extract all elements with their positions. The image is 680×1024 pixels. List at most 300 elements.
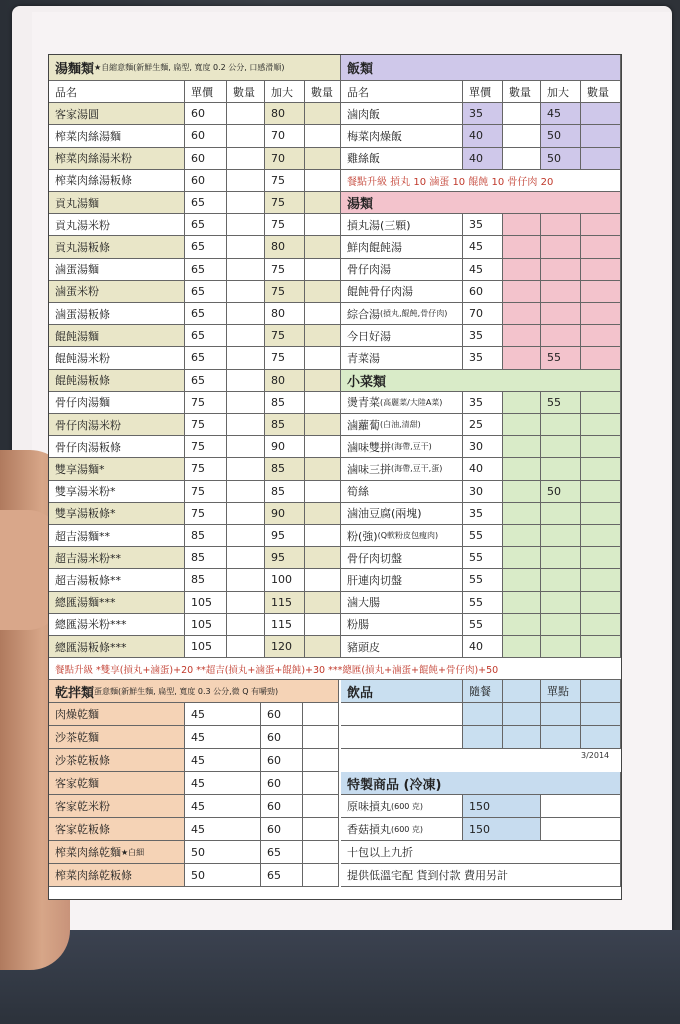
- rice-row: [341, 148, 621, 170]
- side-row: [341, 614, 621, 636]
- dry-item-name: [49, 749, 185, 771]
- soup-price: 70: [463, 303, 503, 324]
- dry-large-qty: [303, 726, 339, 748]
- soup-noodle-item-name: [49, 281, 185, 302]
- soup-noodle-qty: [227, 125, 265, 146]
- soup-noodle-large-qty: [305, 636, 341, 657]
- soup-noodle-item-name: [49, 636, 185, 657]
- rice-price: 40: [463, 125, 503, 146]
- soup-noodle-large: 75: [265, 325, 305, 346]
- soup-noodle-price: 75: [185, 503, 227, 524]
- soup-noodle-item-name-text: 總匯湯米粉***: [55, 618, 127, 632]
- soup-noodle-qty: [227, 281, 265, 302]
- side-row: [341, 592, 621, 614]
- frozen-discount-row: [341, 841, 621, 864]
- dry-title-row: [49, 680, 339, 703]
- soup-noodle-title-row: [49, 55, 341, 81]
- soup-noodle-price: 65: [185, 214, 227, 235]
- rice-upgrade-note: 餐點升級 摃丸 10 滷蛋 10 餛飩 10 骨仔肉 20: [341, 170, 621, 191]
- rice-large-qty: [581, 103, 621, 124]
- soup-row: [341, 325, 621, 347]
- soup-noodle-item-name: [49, 370, 185, 391]
- soup-noodle-large-qty: [305, 148, 341, 169]
- side-item-name: [341, 614, 463, 635]
- side-item-name: [341, 503, 463, 524]
- soup-noodle-item-name-text: 超吉湯粄條**: [55, 573, 121, 587]
- soup-noodle-large-qty: [305, 103, 341, 124]
- soup-noodle-qty: [227, 192, 265, 213]
- soup-noodle-qty: [227, 436, 265, 457]
- rice-price: 40: [463, 148, 503, 169]
- soup-noodle-qty: [227, 458, 265, 479]
- dry-item-name: [49, 795, 185, 817]
- soup-noodle-price: 75: [185, 481, 227, 502]
- soup-title-row: [341, 192, 621, 214]
- soup-noodle-header-4: 數量: [305, 81, 341, 102]
- frozen-item-name: [341, 795, 463, 817]
- rice-item-name: [341, 103, 463, 124]
- soup-noodle-qty: [227, 325, 265, 346]
- soup-noodle-item-name-text: 骨仔肉湯麵: [55, 396, 110, 410]
- soup-noodle-large: 85: [265, 458, 305, 479]
- drink-b: [503, 703, 541, 725]
- soup-noodle-item-name: [49, 458, 185, 479]
- soup-noodle-large-qty: [305, 503, 341, 524]
- rice-qty: [503, 103, 541, 124]
- dry-row: [49, 726, 339, 749]
- rice-large: 45: [541, 103, 581, 124]
- soup-noodle-item-name-text: 雙享湯米粉*: [55, 485, 116, 499]
- soup-noodle-item-name: [49, 259, 185, 280]
- soup-noodle-row: [49, 592, 341, 614]
- dry-large-qty: [303, 841, 339, 863]
- soup-noodle-row: [49, 547, 341, 569]
- side-price: 55: [463, 592, 503, 613]
- rice-row: [341, 125, 621, 147]
- dry-item-name: [49, 818, 185, 840]
- soup-noodle-item-name: [49, 525, 185, 546]
- soup-noodle-price: 105: [185, 592, 227, 613]
- soup-noodle-large-qty: [305, 347, 341, 368]
- rice-large-qty: [581, 148, 621, 169]
- soup-noodle-item-name: [49, 547, 185, 568]
- rice-header-4: 數量: [581, 81, 621, 102]
- dry-item-name-text: 榨菜肉絲乾粄條: [55, 869, 132, 883]
- dry-item-name: [49, 841, 185, 863]
- dry-large: 60: [261, 772, 303, 794]
- soup-large-qty: [581, 214, 621, 235]
- soup-noodle-item-name: [49, 236, 185, 257]
- dry-large-qty: [303, 703, 339, 725]
- soup-noodle-price: 65: [185, 281, 227, 302]
- side-price: 35: [463, 503, 503, 524]
- rice-header-0: 品名: [341, 81, 463, 102]
- soup-noodle-row: [49, 636, 341, 658]
- dry-item-name: [49, 703, 185, 725]
- frozen-delivery: 提供低溫宅配 貨到付款 費用另計: [341, 864, 621, 886]
- soup-large: [541, 281, 581, 302]
- side-qty: [503, 525, 541, 546]
- soup-noodle-header-1: 單價: [185, 81, 227, 102]
- soup-noodle-row: [49, 414, 341, 436]
- dry-price: 45: [185, 749, 261, 771]
- soup-noodle-large-qty: [305, 236, 341, 257]
- rice-large-qty: [581, 125, 621, 146]
- soup-noodle-large: 80: [265, 303, 305, 324]
- soup-row: [341, 214, 621, 236]
- soup-noodle-large: 95: [265, 547, 305, 568]
- soup-item-name: [341, 303, 463, 324]
- rice-header-row: [341, 81, 621, 103]
- soup-large: 55: [541, 347, 581, 368]
- soup-noodle-large: 75: [265, 214, 305, 235]
- rice-qty: [503, 148, 541, 169]
- side-item-name: [341, 592, 463, 613]
- soup-noodle-price: 85: [185, 547, 227, 568]
- soup-noodle-price: 75: [185, 392, 227, 413]
- rice-header-2: 數量: [503, 81, 541, 102]
- soup-noodle-row: [49, 569, 341, 591]
- soup-noodle-row: [49, 103, 341, 125]
- soup-title: 湯類: [341, 192, 621, 213]
- soup-noodle-price: 60: [185, 125, 227, 146]
- frozen-row: [341, 818, 621, 841]
- drink-name: [341, 703, 463, 725]
- drink-header-row: [341, 680, 621, 703]
- soup-noodle-item-name-text: 客家湯圓: [55, 107, 99, 121]
- soup-item-name: [341, 259, 463, 280]
- side-qty: [503, 414, 541, 435]
- soup-item-name-text: 骨仔肉湯: [347, 263, 391, 277]
- dry-large: 60: [261, 749, 303, 771]
- rice-item-name: [341, 148, 463, 169]
- soup-large: [541, 325, 581, 346]
- drink-name: [341, 726, 463, 748]
- soup-noodle-row: [49, 347, 341, 369]
- side-item-name: [341, 547, 463, 568]
- soup-noodle-large-qty: [305, 547, 341, 568]
- dry-row: [49, 795, 339, 818]
- side-row: [341, 392, 621, 414]
- soup-qty: [503, 236, 541, 257]
- frozen-item-name-text: 原味摃丸: [347, 800, 391, 814]
- side-large-qty: [581, 458, 621, 479]
- soup-qty: [503, 259, 541, 280]
- soup-noodle-item-name-text: 榨菜肉絲湯粄條: [55, 174, 132, 188]
- soup-price: 35: [463, 214, 503, 235]
- side-qty: [503, 569, 541, 590]
- soup-noodle-item-name: [49, 503, 185, 524]
- soup-price: 60: [463, 281, 503, 302]
- dry-item-name-text: 客家乾麵: [55, 777, 99, 791]
- drink-c: [541, 726, 581, 748]
- frozen-qty: [541, 818, 621, 840]
- soup-noodle-row: [49, 325, 341, 347]
- soup-noodle-qty: [227, 392, 265, 413]
- side-item-name-text: 肝連肉切盤: [347, 573, 402, 587]
- soup-noodle-row: [49, 614, 341, 636]
- soup-noodle-item-name-text: 骨仔肉湯粄條: [55, 440, 121, 454]
- dry-large: 65: [261, 841, 303, 863]
- dry-large: 60: [261, 726, 303, 748]
- soup-noodle-item-name: [49, 148, 185, 169]
- soup-noodle-price: 65: [185, 303, 227, 324]
- side-large-qty: [581, 503, 621, 524]
- dry-item-name-text: 客家乾米粉: [55, 800, 110, 814]
- soup-noodle-item-name-text: 滷蛋米粉: [55, 285, 99, 299]
- side-qty: [503, 436, 541, 457]
- drink-col-single: 單點: [541, 680, 581, 702]
- side-large-qty: [581, 592, 621, 613]
- soup-noodle-large-qty: [305, 592, 341, 613]
- drink-row: [341, 703, 621, 726]
- soup-large-qty: [581, 259, 621, 280]
- frozen-item-name: [341, 818, 463, 840]
- soup-large-qty: [581, 236, 621, 257]
- side-item-name-text: 粉腸: [347, 618, 369, 632]
- soup-noodle-row: [49, 436, 341, 458]
- dry-item-name: [49, 772, 185, 794]
- rice-item-name: [341, 125, 463, 146]
- soup-noodle-price: 75: [185, 414, 227, 435]
- drink-col-with-meal: 隨餐: [463, 680, 503, 702]
- soup-large: [541, 259, 581, 280]
- soup-noodle-price: 60: [185, 170, 227, 191]
- side-price: 55: [463, 525, 503, 546]
- soup-noodle-item-name-text: 榨菜肉絲湯麵: [55, 129, 121, 143]
- dry-row: [49, 841, 339, 864]
- frozen-row: [341, 795, 621, 818]
- soup-qty: [503, 347, 541, 368]
- soup-noodle-row: [49, 281, 341, 303]
- soup-noodle-item-name: [49, 192, 185, 213]
- side-item-name: [341, 414, 463, 435]
- soup-noodle-item-name: [49, 214, 185, 235]
- soup-noodle-title-note: ★自縮意麵(新鮮生麵, 扁型, 寬度 0.2 公分, 口感滑順): [94, 63, 285, 72]
- side-price: 35: [463, 392, 503, 413]
- soup-noodle-qty: [227, 592, 265, 613]
- dry-row: [49, 864, 339, 887]
- soup-noodle-large-qty: [305, 325, 341, 346]
- soup-item-name-note: (摃丸,餛飩,骨仔肉): [380, 309, 448, 319]
- side-qty: [503, 392, 541, 413]
- side-item-name-note: (海帶,豆干): [391, 442, 432, 452]
- soup-noodle-qty: [227, 414, 265, 435]
- soup-large-qty: [581, 325, 621, 346]
- dry-item-name-text: 客家乾粄條: [55, 823, 110, 837]
- soup-noodle-header-3: 加大: [265, 81, 305, 102]
- dry-item-name-text: 沙茶乾粄條: [55, 754, 110, 768]
- drink-row: [341, 726, 621, 749]
- drink-d: [581, 726, 621, 748]
- rice-item-name-text: 雞絲飯: [347, 152, 380, 166]
- side-qty: [503, 503, 541, 524]
- soup-noodle-row: [49, 525, 341, 547]
- soup-noodle-large: 80: [265, 370, 305, 391]
- soup-item-name: [341, 236, 463, 257]
- menu-table: [48, 54, 622, 900]
- soup-price: 45: [463, 259, 503, 280]
- soup-noodle-header-0: 品名: [49, 81, 185, 102]
- drink-d: [581, 703, 621, 725]
- soup-item-name: [341, 325, 463, 346]
- side-item-name-note: (高麗菜/大陸A菜): [380, 397, 443, 407]
- side-large: [541, 414, 581, 435]
- soup-noodle-large: 95: [265, 525, 305, 546]
- dry-title: [49, 680, 339, 702]
- frozen-item-name-note: (600 克): [391, 801, 424, 811]
- side-large: [541, 503, 581, 524]
- dry-title-text: 乾拌類: [55, 685, 95, 701]
- dry-large-qty: [303, 749, 339, 771]
- soup-noodle-large: 75: [265, 281, 305, 302]
- soup-noodle-large: 85: [265, 481, 305, 502]
- soup-noodle-row: [49, 370, 341, 392]
- soup-large-qty: [581, 303, 621, 324]
- soup-noodle-item-name: [49, 347, 185, 368]
- dry-price: 45: [185, 772, 261, 794]
- soup-noodle-item-name: [49, 414, 185, 435]
- side-item-name-note: (白油,清甜): [380, 420, 421, 430]
- side-title-row: [341, 370, 621, 392]
- side-item-name: [341, 481, 463, 502]
- soup-noodle-item-name-text: 總匯湯粄條***: [55, 640, 127, 654]
- drink-title: 飲品: [341, 680, 463, 702]
- side-row: [341, 458, 621, 480]
- side-item-name: [341, 436, 463, 457]
- dry-title-note: 蛋意麵(新鮮生麵, 扁型, 寬度 0.3 公分,微 Q 有嚼勁): [94, 686, 279, 696]
- side-row: [341, 436, 621, 458]
- soup-noodle-large-qty: [305, 614, 341, 635]
- dry-row: [49, 703, 339, 726]
- soup-noodle-row: [49, 192, 341, 214]
- side-row: [341, 547, 621, 569]
- soup-noodle-row: [49, 481, 341, 503]
- soup-row: [341, 347, 621, 369]
- side-large: 55: [541, 392, 581, 413]
- frozen-discount: 十包以上九折: [341, 841, 621, 863]
- dry-item-name-text: 肉燥乾麵: [55, 708, 99, 722]
- soup-noodle-price: 60: [185, 148, 227, 169]
- dry-price: 50: [185, 841, 261, 863]
- soup-item-name: [341, 214, 463, 235]
- side-large-qty: [581, 636, 621, 657]
- soup-noodle-large-qty: [305, 392, 341, 413]
- soup-row: [341, 236, 621, 258]
- soup-noodle-row: [49, 259, 341, 281]
- side-item-name-text: 滷味三拼: [347, 462, 391, 476]
- soup-qty: [503, 303, 541, 324]
- side-qty: [503, 592, 541, 613]
- soup-noodle-large-qty: [305, 170, 341, 191]
- soup-noodle-price: 60: [185, 103, 227, 124]
- soup-noodle-qty: [227, 347, 265, 368]
- soup-noodle-row: [49, 214, 341, 236]
- soup-noodle-large-qty: [305, 125, 341, 146]
- soup-row: [341, 281, 621, 303]
- frozen-qty: [541, 795, 621, 817]
- side-large-qty: [581, 614, 621, 635]
- drink-b: [503, 726, 541, 748]
- drink-blank2: [581, 680, 621, 702]
- dry-row: [49, 749, 339, 772]
- soup-noodle-row: [49, 170, 341, 192]
- side-large: [541, 547, 581, 568]
- soup-noodle-qty: [227, 103, 265, 124]
- frozen-delivery-row: [341, 864, 621, 887]
- rice-upgrade-row: [341, 170, 621, 192]
- side-item-name-text: 滷油豆腐(兩塊): [347, 507, 422, 521]
- soup-item-name-text: 青菜湯: [347, 351, 380, 365]
- soup-noodle-price: 65: [185, 347, 227, 368]
- soup-noodle-qty: [227, 259, 265, 280]
- rice-item-name-text: 梅菜肉燥飯: [347, 129, 402, 143]
- soup-large: [541, 303, 581, 324]
- soup-noodle-item-name-text: 滷蛋湯麵: [55, 263, 99, 277]
- soup-noodle-item-name-text: 餛飩湯麵: [55, 329, 99, 343]
- soup-noodle-qty: [227, 214, 265, 235]
- soup-item-name-text: 餛飩骨仔肉湯: [347, 285, 413, 299]
- soup-noodle-header-2: 數量: [227, 81, 265, 102]
- side-price: 40: [463, 458, 503, 479]
- soup-noodle-large-qty: [305, 569, 341, 590]
- soup-noodle-item-name: [49, 170, 185, 191]
- rice-item-name-text: 滷肉飯: [347, 107, 380, 121]
- soup-noodle-price: 65: [185, 325, 227, 346]
- drink-a: [463, 703, 503, 725]
- side-row: [341, 569, 621, 591]
- frozen-price: 150: [463, 795, 541, 817]
- soup-noodle-large: 80: [265, 103, 305, 124]
- side-large: [541, 636, 581, 657]
- soup-noodle-price: 105: [185, 614, 227, 635]
- soup-noodle-row: [49, 148, 341, 170]
- rice-large: 50: [541, 125, 581, 146]
- soup-price: 35: [463, 347, 503, 368]
- soup-noodle-qty: [227, 636, 265, 657]
- soup-noodle-large-qty: [305, 214, 341, 235]
- soup-noodle-large: 120: [265, 636, 305, 657]
- soup-noodle-row: [49, 125, 341, 147]
- soup-noodle-item-name: [49, 436, 185, 457]
- soup-noodle-item-name-text: 雙享湯粄條*: [55, 507, 116, 521]
- soup-noodle-qty: [227, 481, 265, 502]
- side-item-name-text: 燙青菜: [347, 396, 380, 410]
- soup-noodle-large-qty: [305, 436, 341, 457]
- side-large-qty: [581, 392, 621, 413]
- dry-price: 45: [185, 726, 261, 748]
- frozen-title-row: [341, 772, 621, 795]
- dry-large: 65: [261, 864, 303, 886]
- rice-price: 35: [463, 103, 503, 124]
- soup-noodle-item-name: [49, 392, 185, 413]
- dry-large-qty: [303, 772, 339, 794]
- soup-noodle-large: 70: [265, 125, 305, 146]
- rice-large: 50: [541, 148, 581, 169]
- side-row: [341, 481, 621, 503]
- side-qty: [503, 547, 541, 568]
- soup-item-name: [341, 347, 463, 368]
- soup-noodle-large: 85: [265, 414, 305, 435]
- soup-noodle-row: [49, 236, 341, 258]
- soup-qty: [503, 325, 541, 346]
- soup-noodle-item-name-text: 骨仔肉湯米粉: [55, 418, 121, 432]
- soup-noodle-qty: [227, 148, 265, 169]
- dry-row: [49, 772, 339, 795]
- drink-a: [463, 726, 503, 748]
- soup-noodle-price: 65: [185, 259, 227, 280]
- side-price: 30: [463, 481, 503, 502]
